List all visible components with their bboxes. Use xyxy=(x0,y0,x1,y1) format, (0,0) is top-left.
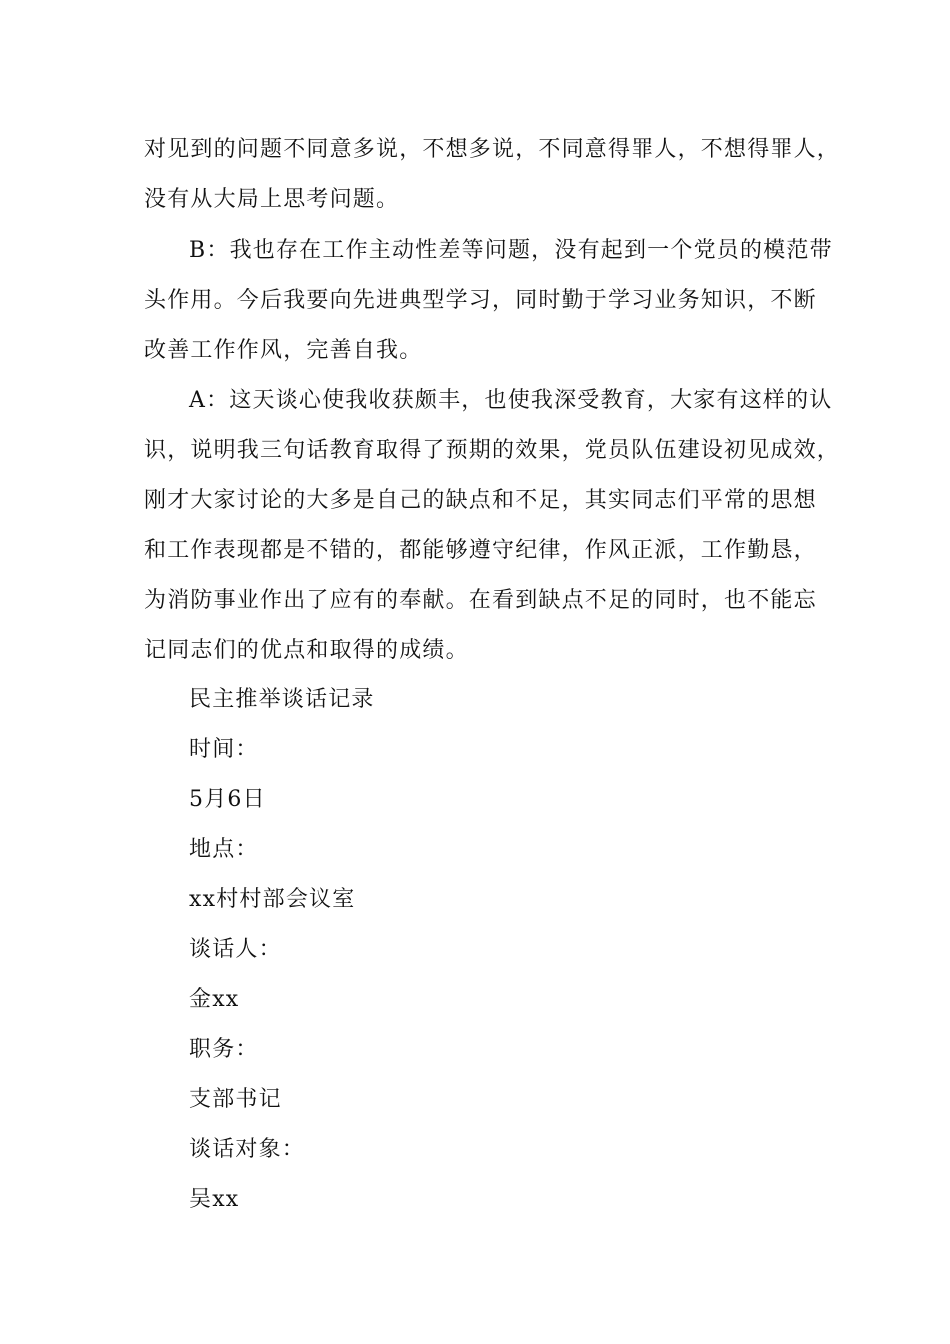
paragraph-3-line-2: 识，说明我三句话教育取得了预期的效果，党员队伍建设初见成效， xyxy=(144,438,841,463)
position-label: 职务： xyxy=(189,1037,259,1062)
paragraph-2-line-1: B：我也存在工作主动性差等问题，没有起到一个党员的模范带 xyxy=(189,238,833,263)
place-label: 地点： xyxy=(189,837,259,862)
paragraph-3-line-1: A：这天谈心使我收获颇丰，也使我深受教育，大家有这样的认 xyxy=(189,388,833,413)
position-value: 支部书记 xyxy=(189,1087,282,1112)
target-value: 吴xx xyxy=(189,1187,240,1212)
time-value: 5月6日 xyxy=(189,787,266,812)
paragraph-3-line-5: 为消防事业作出了应有的奉献。在看到缺点不足的同时，也不能忘 xyxy=(144,588,817,613)
record-title: 民主推举谈话记录 xyxy=(189,687,375,712)
paragraph-3-line-4: 和工作表现都是不错的，都能够遵守纪律，作风正派，工作勤恳， xyxy=(144,538,817,563)
paragraph-1-line-2: 没有从大局上思考问题。 xyxy=(144,187,400,212)
speaker-label: 谈话人： xyxy=(189,937,282,962)
paragraph-3-line-3: 刚才大家讨论的大多是自己的缺点和不足，其实同志们平常的思想 xyxy=(144,488,817,513)
time-label: 时间： xyxy=(189,737,259,762)
target-label: 谈话对象： xyxy=(189,1137,306,1162)
paragraph-2-line-2: 头作用。今后我要向先进典型学习，同时勤于学习业务知识，不断 xyxy=(144,288,817,313)
place-value: xx村村部会议室 xyxy=(189,887,356,912)
speaker-value: 金xx xyxy=(189,987,240,1012)
paragraph-2-line-3: 改善工作作风，完善自我。 xyxy=(144,338,423,363)
paragraph-3-line-6: 记同志们的优点和取得的成绩。 xyxy=(144,638,469,663)
paragraph-1-line-1: 对见到的问题不同意多说，不想多说，不同意得罪人，不想得罪人， xyxy=(144,137,841,162)
